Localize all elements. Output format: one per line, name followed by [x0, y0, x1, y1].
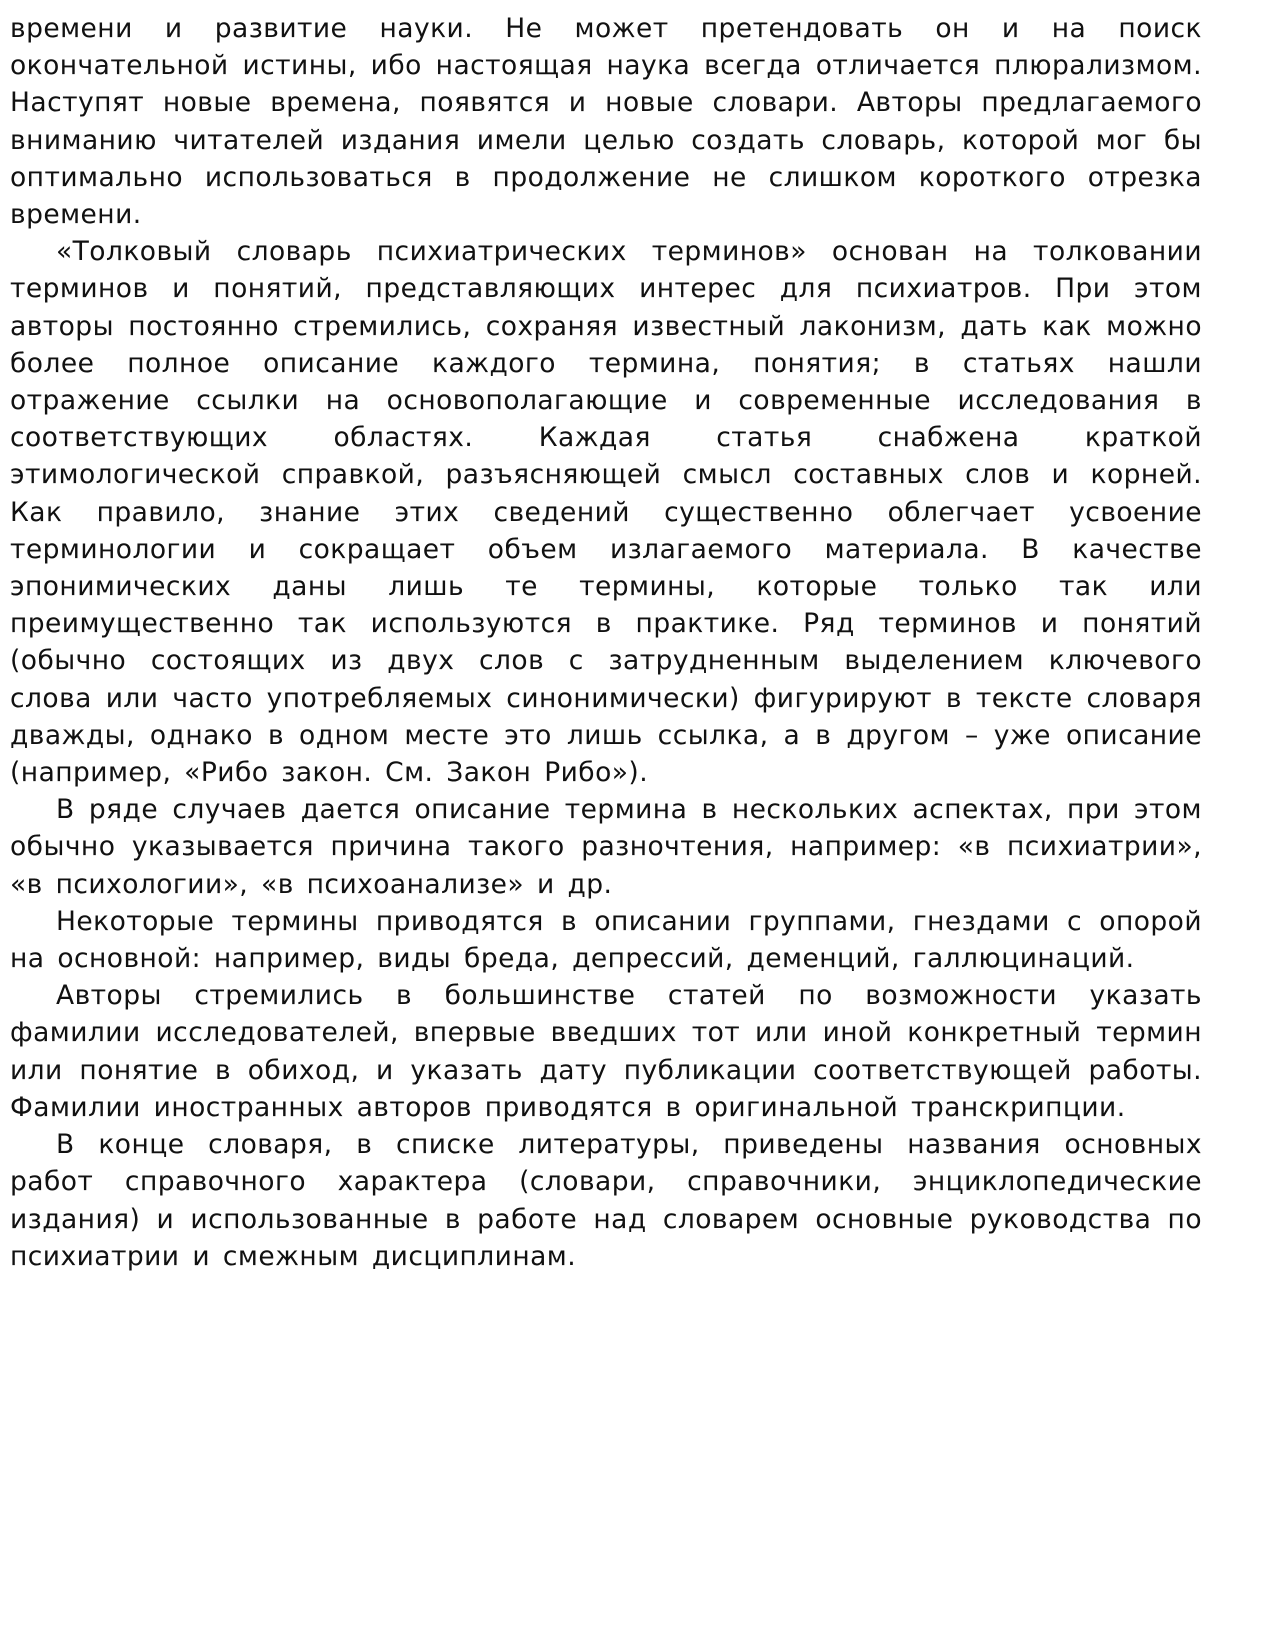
paragraph-researchers: Авторы стремились в большинстве статей по возможности указать фамилии исследователей, впервые введших тот или иной конкретный термин или понятие в обиход, и указать дату публикации соответствующей работы. Фамилии иностранных авторов приводятся в оригинальной транскрипции. — [10, 980, 1202, 1123]
paragraph-term-groups: Некоторые термины приводятся в описании группами, гнездами с опорой на основной: например, виды бреда, депрессий, деменций, галлюцинаций. — [10, 905, 1202, 975]
paragraph-dictionary-basis: «Толковый словарь психиатрических терминов» основан на толковании терминов и понятий, представляющих интерес для психиатров. При этом авторы постоянно стремились, сохраняя известный лаконизм, дать как можно более полное описание каждого термина, понятия; в статьях нашли отражение ссылки на основополагающие и современные исследования в соответствующих областях. Каждая статья снабжена краткой этимологической справкой, разъясняющей смысл составных слов и корней. Как правило, знание этих сведений существенно облегчает усвоение терминологии и сокращает объем излагаемого материала. В качестве эпонимических даны лишь те термины, которые только так или преимущественно так используются в практике. Ряд терминов и понятий (обычно состоящих из двух слов с затрудненным выделением ключевого слова или часто употребляемых синонимически) фигурируют в тексте словаря дважды, однако в одном месте это лишь ссылка, а в другом – уже описание (например, «Рибо закон. См. Закон Рибо»). — [10, 236, 1202, 789]
paragraph-literature: В конце словаря, в списке литературы, приведены названия основных работ справочного характера (словари, справочники, энциклопедические издания) и использованные в работе над словарем основные руководства по психиатрии и смежным дисциплинам. — [10, 1129, 1202, 1272]
paragraph-term-aspects: В ряде случаев дается описание термина в нескольких аспектах, при этом обычно указывается причина такого разночтения, например: «в психиатрии», «в психологии», «в психоанализе» и др. — [10, 794, 1202, 900]
paragraph-continuation: времени и развитие науки. Не может претендовать он и на поиск окончательной истины, ибо настоящая наука всегда отличается плюрализмом. Наступят новые времена, появятся и новые словари. Авторы предлагаемого вниманию читателей издания имели целью создать словарь, которой мог бы оптимально использоваться в продолжение не слишком короткого отрезка времени. — [10, 13, 1202, 231]
document-page — [10, 10, 1202, 1275]
